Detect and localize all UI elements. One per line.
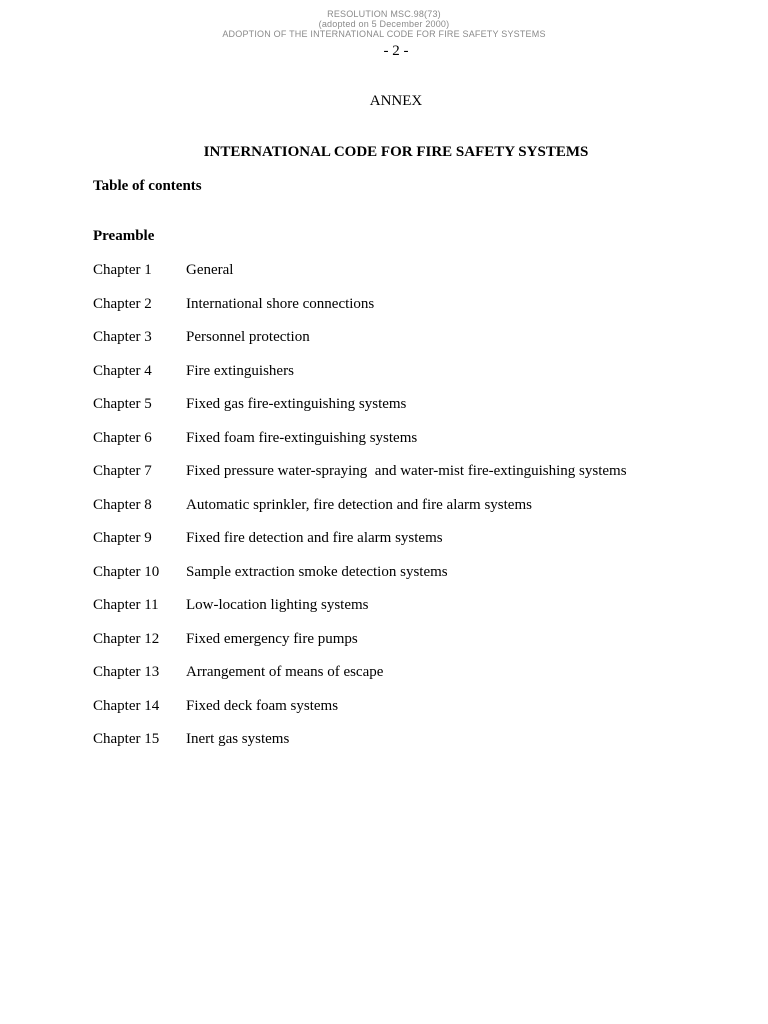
- toc-chapter-label: Chapter 3: [93, 329, 152, 345]
- document-header: [0, 9, 768, 39]
- toc-row: [93, 730, 713, 764]
- toc-row: [93, 328, 713, 362]
- toc-row: [93, 462, 713, 496]
- annex-heading: ANNEX: [369, 93, 423, 109]
- toc-chapter-title: Sample extraction smoke detection systems: [186, 563, 448, 580]
- toc-chapter-label: Chapter 12: [93, 630, 160, 647]
- toc-list: [93, 261, 713, 764]
- toc-row: [93, 563, 713, 597]
- toc-chapter-title: Fixed deck foam systems: [186, 697, 339, 714]
- toc-chapter-title: Fixed fire detection and fire alarm systems: [186, 530, 443, 546]
- toc-row: [93, 630, 713, 664]
- toc-chapter-title: General: [186, 262, 234, 278]
- toc-chapter-label: Chapter 15: [93, 731, 160, 747]
- toc-chapter-label: Chapter 9: [93, 530, 152, 546]
- toc-chapter-label: Chapter 2: [93, 295, 152, 312]
- toc-chapter-label: Chapter 13: [93, 664, 160, 680]
- toc-row: [93, 261, 713, 295]
- toc-chapter-label: Chapter 5: [93, 396, 152, 412]
- toc-chapter-title: Fixed emergency fire pumps: [186, 630, 358, 647]
- toc-chapter-title: Fixed gas fire-extinguishing systems: [186, 396, 407, 412]
- toc-chapter-label: Chapter 4: [93, 362, 152, 379]
- toc-chapter-title: Personnel protection: [186, 329, 310, 345]
- toc-chapter-title: Automatic sprinkler, fire detection and fire alarm systems: [186, 496, 532, 513]
- toc-chapter-label: Chapter 6: [93, 429, 152, 446]
- toc-chapter-label: Chapter 11: [93, 597, 159, 613]
- toc-chapter-title: Fixed foam fire-extinguishing systems: [186, 429, 418, 446]
- header-adopted-date: (adopted on 5 December 2000): [318, 19, 450, 29]
- header-resolution: RESOLUTION MSC.98(73): [327, 9, 441, 19]
- toc-row: [93, 395, 713, 429]
- toc-preamble: Preamble: [93, 228, 155, 244]
- toc-chapter-label: Chapter 10: [93, 563, 160, 580]
- toc-row: [93, 596, 713, 630]
- toc-chapter-label: Chapter 14: [93, 697, 160, 714]
- page-number: - 2 -: [383, 43, 409, 59]
- toc-chapter-title: Fire extinguishers: [186, 362, 294, 379]
- toc-row: [93, 496, 713, 530]
- toc-chapter-title: Low-location lighting systems: [186, 597, 369, 613]
- code-title: INTERNATIONAL CODE FOR FIRE SAFETY SYSTEMS: [203, 144, 589, 160]
- toc-heading: Table of contents: [93, 178, 202, 194]
- toc-chapter-title: Arrangement of means of escape: [186, 664, 384, 680]
- toc-chapter-title: Inert gas systems: [186, 731, 290, 747]
- toc-chapter-label: Chapter 7: [93, 463, 152, 479]
- toc-chapter-title: Fixed pressure water-spraying and water-mist fire-extinguishing systems: [186, 463, 627, 479]
- toc-chapter-label: Chapter 8: [93, 496, 152, 513]
- toc-row: [93, 362, 713, 396]
- toc-row: [93, 663, 713, 697]
- toc-chapter-label: Chapter 1: [93, 262, 152, 278]
- toc-row: [93, 529, 713, 563]
- toc-row: [93, 295, 713, 329]
- toc-row: [93, 697, 713, 731]
- toc-chapter-title: International shore connections: [186, 295, 375, 312]
- toc-row: [93, 429, 713, 463]
- header-subject: ADOPTION OF THE INTERNATIONAL CODE FOR FIRE SAFETY SYSTEMS: [222, 29, 546, 39]
